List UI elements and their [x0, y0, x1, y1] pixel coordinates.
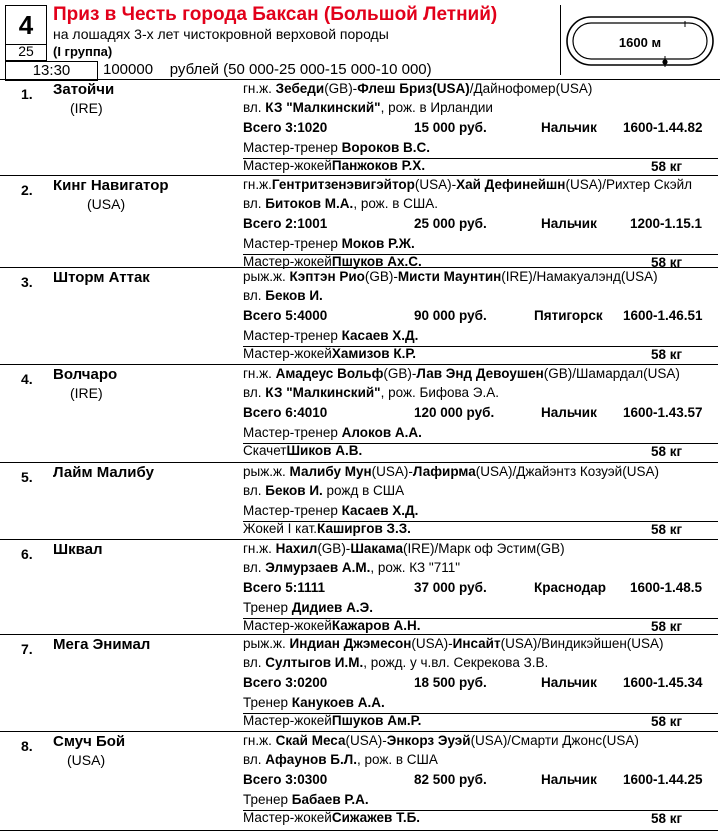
career-total: Всего 6:4010 [243, 405, 328, 420]
pedigree: гн.ж. Амадеус Вольф(GB)-Лав Энд Девоушен(GB)/Шамардал(USA) [243, 366, 680, 381]
trainer: Мастер-тренер Вороков В.С. [243, 140, 431, 155]
entry-row [0, 731, 720, 834]
horse-name: Затойчи [53, 81, 115, 98]
career-total: Всего 3:0200 [243, 675, 328, 690]
career-total: Всего 3:0300 [243, 772, 328, 787]
weight: 58 кг [651, 347, 683, 362]
earnings: 25 000 руб. [414, 216, 487, 231]
track-distance: 1600 м [618, 35, 662, 50]
owner: вл. КЗ "Малкинский", рож. Бифова Э.А. [243, 385, 499, 400]
weight: 58 кг [651, 619, 683, 634]
best-record: 1600-1.44.25 [623, 772, 703, 787]
best-track: Нальчик [541, 120, 597, 135]
horse-name: Шторм Аттак [53, 269, 150, 286]
career-total: Всего 3:1020 [243, 120, 328, 135]
pedigree: рыж.ж. Малибу Мун(USA)-Лафирма(USA)/Джайэнтз Козуэй(USA) [243, 464, 659, 479]
entry-number: 3. [21, 274, 33, 290]
owner: вл. Битоков М.А., рож. в США. [243, 196, 439, 211]
trainer: Тренер Дидиев А.Э. [243, 600, 373, 615]
entry-row [0, 462, 720, 539]
entry-row [0, 79, 720, 175]
jockey: Мастер-жокейХамизов К.Р. [243, 346, 417, 361]
horse-country: (USA) [67, 752, 106, 768]
race-prize [103, 61, 432, 78]
horse-country: (USA) [87, 196, 126, 212]
entry-number: 8. [21, 738, 33, 754]
best-track: Нальчик [541, 216, 597, 231]
weight: 58 кг [651, 159, 683, 174]
weight: 58 кг [651, 811, 683, 826]
earnings: 15 000 руб. [414, 120, 487, 135]
earnings: 120 000 руб. [414, 405, 495, 420]
pedigree: рыж.ж. Кэптэн Рио(GB)-Мисти Маунтин(IRE)/Намакуалэнд(USA) [243, 269, 658, 284]
horse-name: Лайм Малибу [53, 464, 154, 481]
race-group: (I группа) [53, 44, 113, 59]
entry-number: 1. [21, 86, 33, 102]
best-track: Нальчик [541, 675, 597, 690]
entry-row [0, 175, 720, 270]
owner: вл. Элмурзаев А.М., рож. КЗ "711" [243, 560, 461, 575]
weight: 58 кг [651, 444, 683, 459]
earnings: 18 500 руб. [414, 675, 487, 690]
horse-name: Мега Энимал [53, 636, 151, 653]
trainer: Тренер Бабаев Р.А. [243, 792, 369, 807]
jockey: СкачетШиков А.В. [243, 443, 363, 458]
prize-amount: 100000 [103, 61, 154, 78]
horse-country: (IRE) [70, 100, 103, 116]
best-track: Нальчик [541, 405, 597, 420]
owner: вл. Султыгов И.М., рожд. у ч.вл. Секрекова З.В. [243, 655, 549, 670]
entry-divider [0, 731, 718, 732]
entry-number: 2. [21, 182, 33, 198]
race-title: Приз в Честь города Баксан (Большой Летний) [53, 4, 498, 25]
entry-divider [0, 175, 718, 176]
pedigree: рыж.ж. Индиан Джэмесон(USA)-Инсайт(USA)/Виндикэйшен(USA) [243, 636, 664, 651]
race-time: 13:30 [5, 61, 98, 81]
weight: 58 кг [651, 522, 683, 537]
owner: вл. Беков И. [243, 288, 323, 303]
jockey: Жокей I кат.Каширгов З.З. [243, 521, 411, 536]
pedigree: гн.ж.Гентритзенэвигэйтор(USA)-Хай Дефинейшн(USA)/Рихтер Скэйл [243, 177, 693, 192]
horse-name: Волчаро [53, 366, 118, 383]
owner: вл. КЗ "Малкинский", рож. в Ирландии [243, 100, 493, 115]
owner: вл. Афаунов Б.Л., рож. в США [243, 752, 438, 767]
best-record: 1600-1.43.57 [623, 405, 703, 420]
track-diagram [560, 5, 720, 75]
best-record: 1600-1.44.82 [623, 120, 703, 135]
pedigree: гн.ж. Зебеди(GB)-Флеш Бриз(USA)/Дайнофомер(USA) [243, 81, 593, 96]
trainer: Тренер Канукоев А.А. [243, 695, 385, 710]
horse-country: (IRE) [70, 385, 103, 401]
best-track: Нальчик [541, 772, 597, 787]
best-track: Краснодар [534, 580, 607, 595]
weight: 58 кг [651, 714, 683, 729]
horse-name: Шквал [53, 541, 103, 558]
career-total: Всего 2:1001 [243, 216, 328, 231]
horse-name: Кинг Навигатор [53, 177, 169, 194]
pedigree: гн.ж. Скай Меса(USA)-Энкорз Эуэй(USA)/Смарти Джонс(USA) [243, 733, 639, 748]
career-total: Всего 5:4000 [243, 308, 328, 323]
best-track: Пятигорск [534, 308, 603, 323]
trainer: Мастер-тренер Касаев Х.Д. [243, 328, 419, 343]
prize-breakdown: рублей (50 000-25 000-15 000-10 000) [169, 61, 432, 78]
entry-number: 6. [21, 546, 33, 562]
entry-number: 7. [21, 641, 33, 657]
entry-row [0, 539, 720, 634]
best-record: 1200-1.15.1 [630, 216, 703, 231]
pedigree: гн.ж. Нахил(GB)-Шакама(IRE)/Марк оф Эстим(GB) [243, 541, 565, 556]
race-subtitle: на лошадях 3-х лет чистокровной верховой породы [53, 26, 389, 42]
race-sub-number: 25 [5, 43, 47, 61]
earnings: 82 500 руб. [414, 772, 487, 787]
race-number: 4 [5, 5, 47, 45]
entry-number: 4. [21, 371, 33, 387]
entry-row [0, 634, 720, 731]
entry-divider [0, 462, 718, 463]
horse-name: Смуч Бой [53, 733, 126, 750]
trainer: Мастер-тренер Касаев Х.Д. [243, 503, 419, 518]
bottom-rule [0, 830, 718, 831]
entry-divider [0, 79, 718, 80]
earnings: 90 000 руб. [414, 308, 487, 323]
owner: вл. Беков И. рожд в США [243, 483, 405, 498]
trainer: Мастер-тренер Алоков А.А. [243, 425, 422, 440]
best-record: 1600-1.48.5 [630, 580, 703, 595]
earnings: 37 000 руб. [414, 580, 487, 595]
entry-row [0, 267, 720, 364]
track-oval-icon [561, 5, 720, 75]
jockey: Мастер-жокейСижажев Т.Б. [243, 810, 421, 825]
entry-row [0, 364, 720, 462]
weight: 58 кг [651, 255, 683, 270]
entry-divider [0, 267, 718, 268]
entry-divider [0, 539, 718, 540]
entry-divider [0, 364, 718, 365]
entry-number: 5. [21, 469, 33, 485]
best-record: 1600-1.46.51 [623, 308, 703, 323]
best-record: 1600-1.45.34 [623, 675, 703, 690]
jockey: Мастер-жокейКажаров А.Н. [243, 618, 421, 633]
jockey: Мастер-жокейПанжоков Р.Х. [243, 158, 426, 173]
entry-divider [0, 634, 718, 635]
jockey: Мастер-жокейПшуков Ам.Р. [243, 713, 422, 728]
trainer: Мастер-тренер Моков Р.Ж. [243, 236, 415, 251]
career-total: Всего 5:1111 [243, 580, 326, 595]
jockey: Мастер-жокейПшуков Ах.С. [243, 254, 422, 269]
